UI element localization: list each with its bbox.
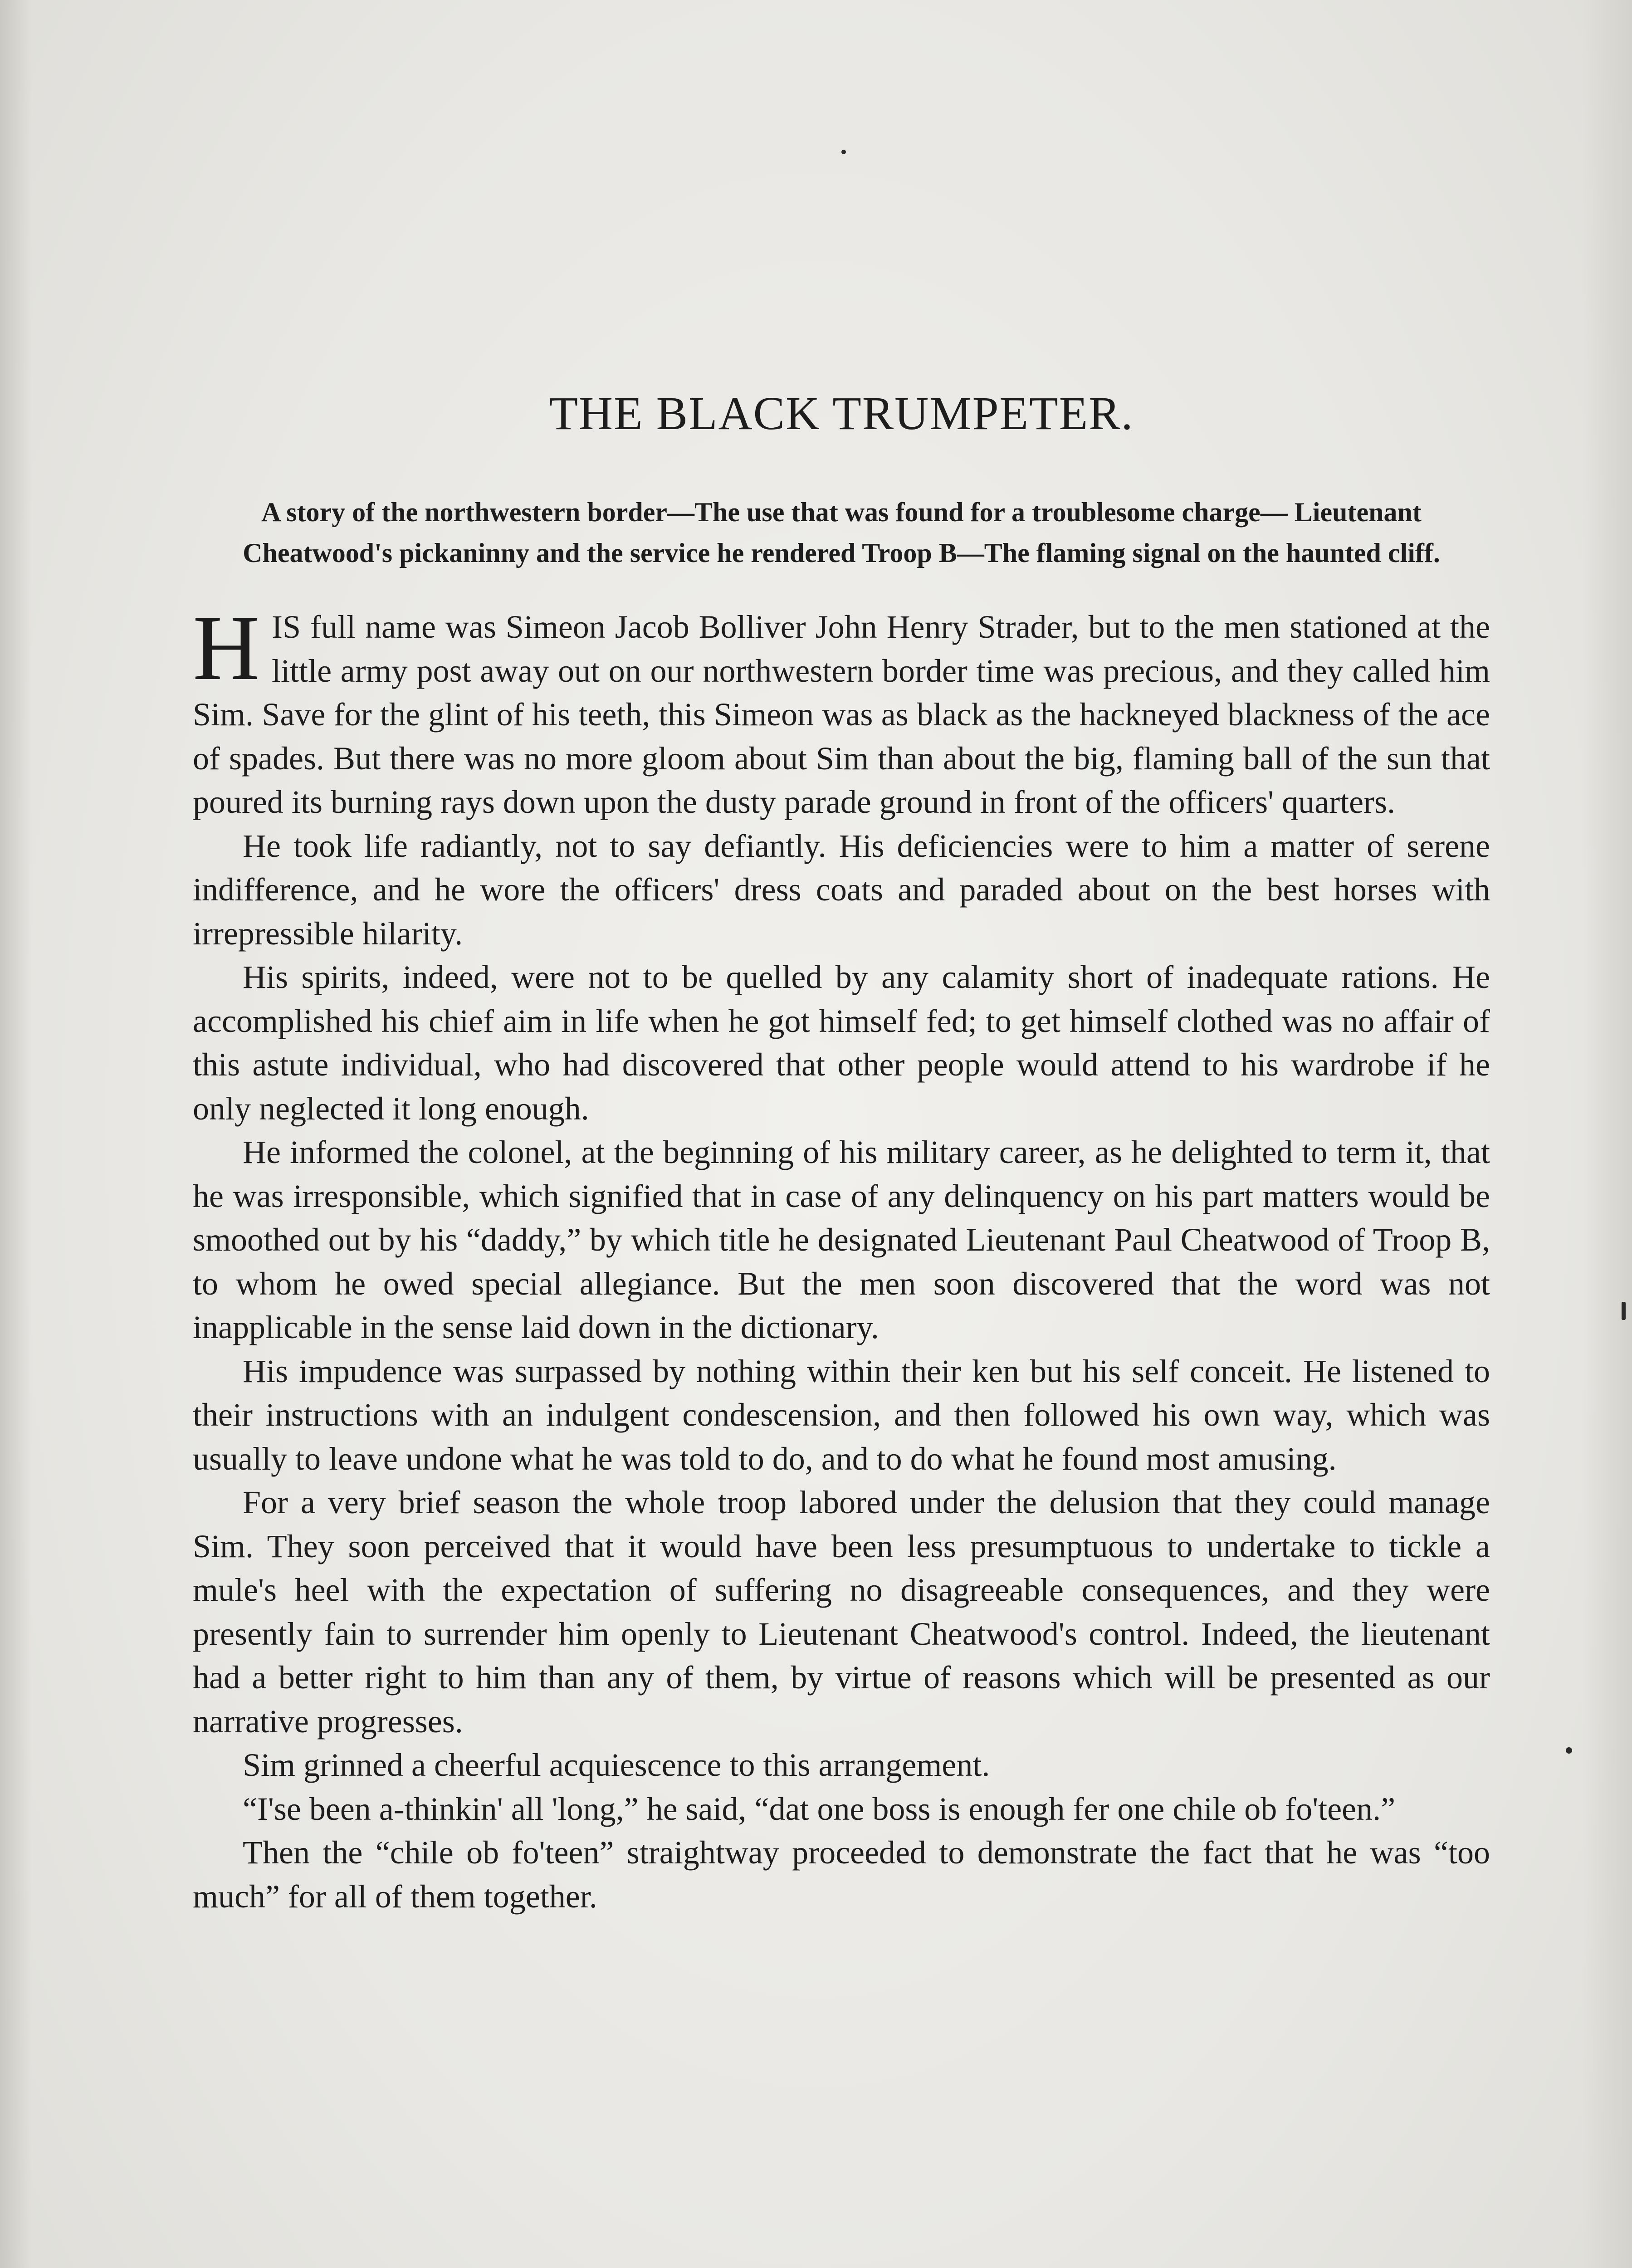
ink-speck bbox=[1622, 1302, 1626, 1320]
paragraph: Then the “chile ob fo'teen” straightway proceeded to demonstrate the fact that he was “too much” for all of them together. bbox=[193, 1834, 1490, 1915]
paragraph: For a very brief season the whole troop labored under the delusion that they could manage Sim. They soon perceived that it would have been less presumptuous to undertake to tickle a mule's heel with the expectation of suffering no disagreeable consequences, and they were presently fain to surrender him openly to Lieutenant Cheatwood's control. Indeed, the lieutenant had a better right to him than any of them, by virtue of reasons which will be presented as our narrative progresses. bbox=[193, 1484, 1490, 1740]
article bbox=[193, 387, 1490, 1918]
article-body bbox=[193, 596, 1490, 1918]
lead-word: IS bbox=[272, 609, 301, 645]
ink-speck bbox=[841, 150, 846, 154]
paragraph: Sim grinned a cheerful acquiescence to this arrangement. bbox=[243, 1747, 990, 1783]
ink-speck bbox=[1566, 1747, 1572, 1754]
paragraph: His impudence was surpassed by nothing within their ken but his self conceit. He listened to their instructions with an indulgent condescension, and then followed his own way, which was usually to leave undone what he was told to do, and to do what he found most amusing. bbox=[193, 1353, 1490, 1477]
article-summary: A story of the northwestern border—The use that was found for a troublesome charge— Lieutenant Cheatwood's pickaninny and the service he rendered Troop B—The flaming signal on the haunted cliff. bbox=[243, 497, 1440, 568]
drop-cap: H bbox=[193, 596, 260, 699]
paragraph: He took life radiantly, not to say defiantly. His deficiencies were to him a matter of serene indifference, and he wore the officers' dress coats and paraded about on the best horses with irrepressible hilarity. bbox=[193, 827, 1490, 952]
paragraph-text: full name was Simeon Jacob Bolliver John Henry Strader, but to the men stationed at the little army post away out on our northwestern border time was precious, and they called him Sim. Save for the glint of his teeth, this Simeon was as black as the hackneyed blackness of the ace of spades. But there was no more gloom about Sim than about the big, flaming ball of the sun that poured its burning rays down upon the dusty parade ground in front of the officers' quarters. bbox=[193, 609, 1490, 820]
article-title: THE BLACK TRUMPETER. bbox=[549, 387, 1134, 440]
paragraph: He informed the colonel, at the beginning of his military career, as he delighted to term it, that he was irresponsible, which signified that in case of any delinquency on his part matters would be smoothed out by his “daddy,” by which title he designated Lieutenant Paul Cheatwood of Troop B, to whom he owed special allegiance. But the men soon discovered that the word was not inapplicable in the sense laid down in the dictionary. bbox=[193, 1134, 1490, 1345]
page-edge-shadow-right bbox=[1582, 0, 1632, 2268]
paragraph-first bbox=[193, 596, 1490, 824]
paragraph: His spirits, indeed, were not to be quelled by any calamity short of inadequate rations. He accomplished his chief aim in life when he got himself fed; to get himself clothed was no affair of this astute individual, who had discovered that other people would attend to his wardrobe if he only neglected it long enough. bbox=[193, 959, 1490, 1127]
paragraph: “I'se been a-thinkin' all 'long,” he said, “dat one boss is enough fer one chile ob fo'teen.” bbox=[243, 1790, 1396, 1827]
page-edge-shadow-left bbox=[0, 0, 32, 2268]
